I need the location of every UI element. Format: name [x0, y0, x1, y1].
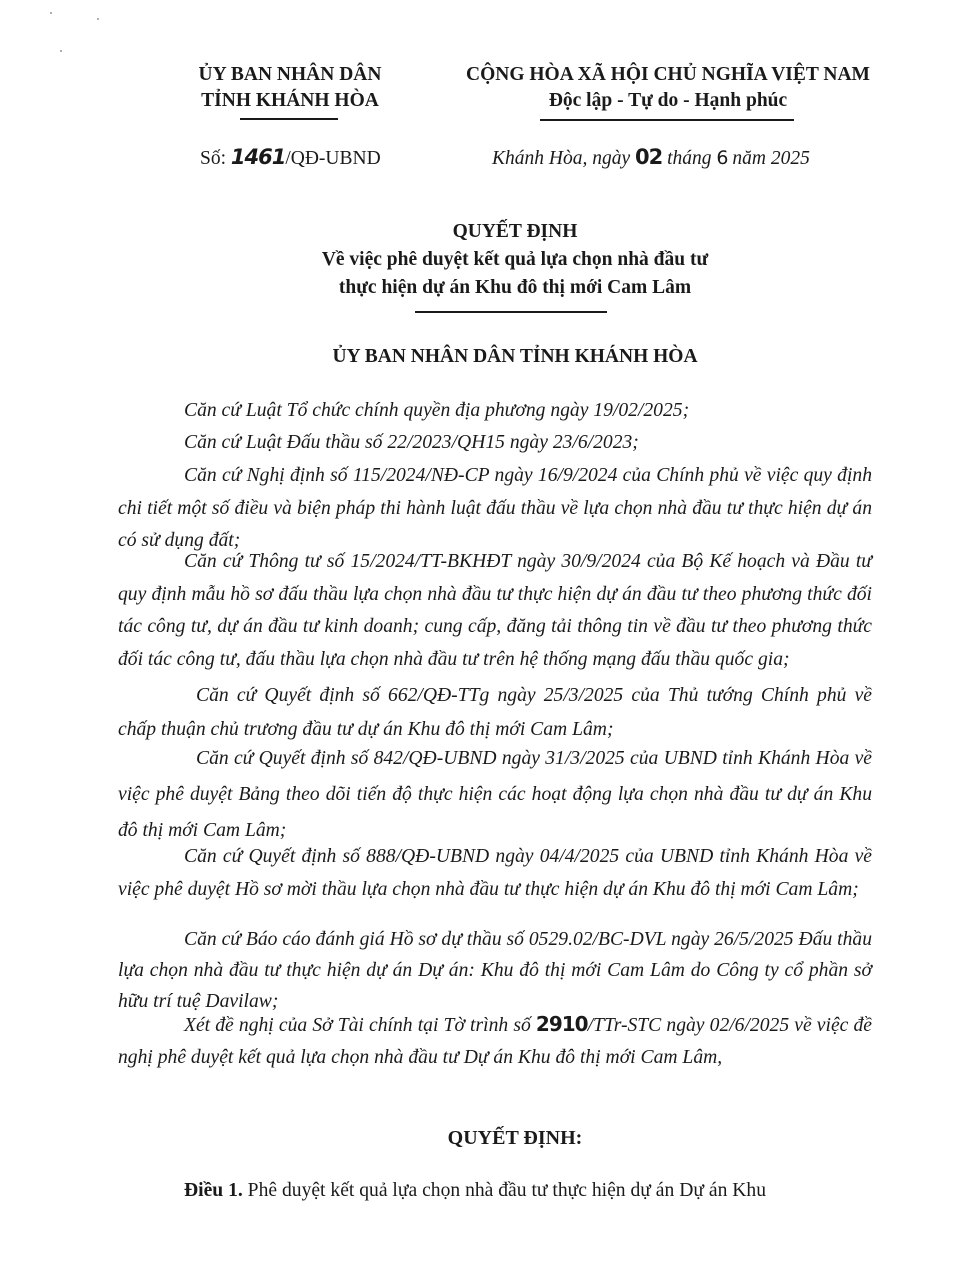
- ground-paragraph: [118, 840, 872, 906]
- proposal-before: Xét đề nghị của Sở Tài chính tại Tờ trình số: [184, 1015, 536, 1036]
- issuer-underline: [240, 118, 338, 120]
- ground-paragraph: [118, 546, 872, 676]
- authority-heading: ỦY BAN NHÂN DÂN TỈNH KHÁNH HÒA: [332, 346, 698, 367]
- ground-text: Căn cứ Thông tư số 15/2024/TT-BKHĐT ngày 30/9/2024 của Bộ Kế hoạch và Đầu tư quy định mẫu hồ sơ đấu thầu lựa chọn nhà đầu tư thực hiện dự án đầu tư theo phương thức đối tác công tư, dự án đầu tư kinh doanh; cung cấp, đăng tải thông tin về đầu tư theo phương thức đối tác công tư, đấu thầu lựa chọn nhà đầu tư trên hệ thống mạng đấu thầu quốc gia;: [118, 551, 872, 670]
- ground-text: Căn cứ Quyết định số 888/QĐ-UBND ngày 04/4/2025 của UBND tỉnh Khánh Hòa về việc phê duyệt Hồ sơ mời thầu lựa chọn nhà đầu tư thực hiện dự án Khu đô thị mới Cam Lâm;: [118, 846, 872, 900]
- number-handwritten: 1461: [230, 145, 286, 169]
- ground-text: Căn cứ Luật Tổ chức chính quyền địa phương ngày 19/02/2025;: [184, 400, 690, 421]
- ground-paragraph: [118, 395, 872, 428]
- ground-text: Căn cứ Quyết định số 842/QĐ-UBND ngày 31/3/2025 của UBND tỉnh Khánh Hòa về việc phê duyệt Bảng theo dõi tiến độ thực hiện các hoạt động lựa chọn nhà đầu tư dự án Khu đô thị mới Cam Lâm;: [118, 748, 872, 841]
- title-line-2: Về việc phê duyệt kết quả lựa chọn nhà đầu tư: [321, 249, 709, 270]
- date-month-handwritten: 6: [716, 147, 728, 169]
- article-1-text: Phê duyệt kết quả lựa chọn nhà đầu tư thực hiện dự án Dự án Khu: [242, 1180, 767, 1201]
- number-suffix: /QĐ-UBND: [285, 148, 381, 169]
- decision-title: [130, 218, 900, 302]
- title-line-3: thực hiện dự án Khu đô thị mới Cam Lâm: [338, 277, 692, 298]
- document-number: [200, 144, 381, 172]
- proposal-number-handwritten: 2910: [535, 1012, 588, 1036]
- ground-paragraph: [118, 460, 872, 558]
- proposal-paragraph: [118, 1008, 872, 1074]
- issuer-name: [170, 62, 410, 114]
- ground-paragraph: [118, 741, 872, 849]
- proposal-after: /TTr-STC ngày 02/6/2025 về việc đề nghị phê duyệt kết quả lựa chọn nhà đầu tư Dự án Khu đô thị mới Cam Lâm,: [118, 1015, 872, 1068]
- decision-heading: QUYẾT ĐỊNH:: [447, 1127, 583, 1149]
- title-underline: [415, 311, 607, 313]
- scan-speck: [50, 12, 52, 14]
- ground-text: Căn cứ Nghị định số 115/2024/NĐ-CP ngày 16/9/2024 của Chính phủ về việc quy định chi tiết một số điều và biện pháp thi hành luật đấu thầu về lựa chọn nhà đầu tư thực hiện dự án có sử dụng đất;: [118, 465, 872, 551]
- motto-underline: [540, 119, 794, 121]
- scan-speck: [60, 50, 62, 52]
- date-month-label: tháng: [662, 148, 717, 169]
- national-title: [426, 62, 910, 114]
- ground-text: Căn cứ Báo cáo đánh giá Hồ sơ dự thầu số 0529.02/BC-DVL ngày 26/5/2025 Đấu thầu lựa chọn nhà đầu tư thực hiện dự án Dự án: Khu đô thị mới Cam Lâm do Công ty cổ phần sở hữu trí tuệ Davilaw;: [118, 929, 872, 1012]
- number-prefix: Số:: [200, 148, 231, 169]
- ground-text: Căn cứ Quyết định số 662/QĐ-TTg ngày 25/3/2025 của Thủ tướng Chính phủ về chấp thuận chủ trương đầu tư dự án Khu đô thị mới Cam Lâm;: [118, 685, 872, 740]
- date-day-handwritten: 02: [635, 145, 663, 169]
- date-year: năm 2025: [727, 148, 810, 169]
- article-1-label: Điều 1.: [184, 1180, 243, 1201]
- ground-text: Căn cứ Luật Đấu thầu số 22/2023/QH15 ngày 23/6/2023;: [184, 432, 639, 453]
- article-1: [184, 1176, 884, 1206]
- scan-speck: [97, 18, 99, 20]
- issuer-line-2: TỈNH KHÁNH HÒA: [201, 90, 379, 111]
- date-place: Khánh Hòa, ngày: [492, 148, 635, 169]
- ground-paragraph: [118, 924, 872, 1017]
- issuer-line-1: ỦY BAN NHÂN DÂN: [198, 64, 382, 85]
- issue-date: [492, 144, 810, 172]
- national-motto: Độc lập - Tự do - Hạnh phúc: [548, 90, 788, 111]
- ground-paragraph: [118, 427, 872, 460]
- national-name: CỘNG HÒA XÃ HỘI CHỦ NGHĨA VIỆT NAM: [466, 64, 870, 85]
- ground-paragraph: [118, 679, 872, 747]
- title-line-1: QUYẾT ĐỊNH: [452, 221, 578, 242]
